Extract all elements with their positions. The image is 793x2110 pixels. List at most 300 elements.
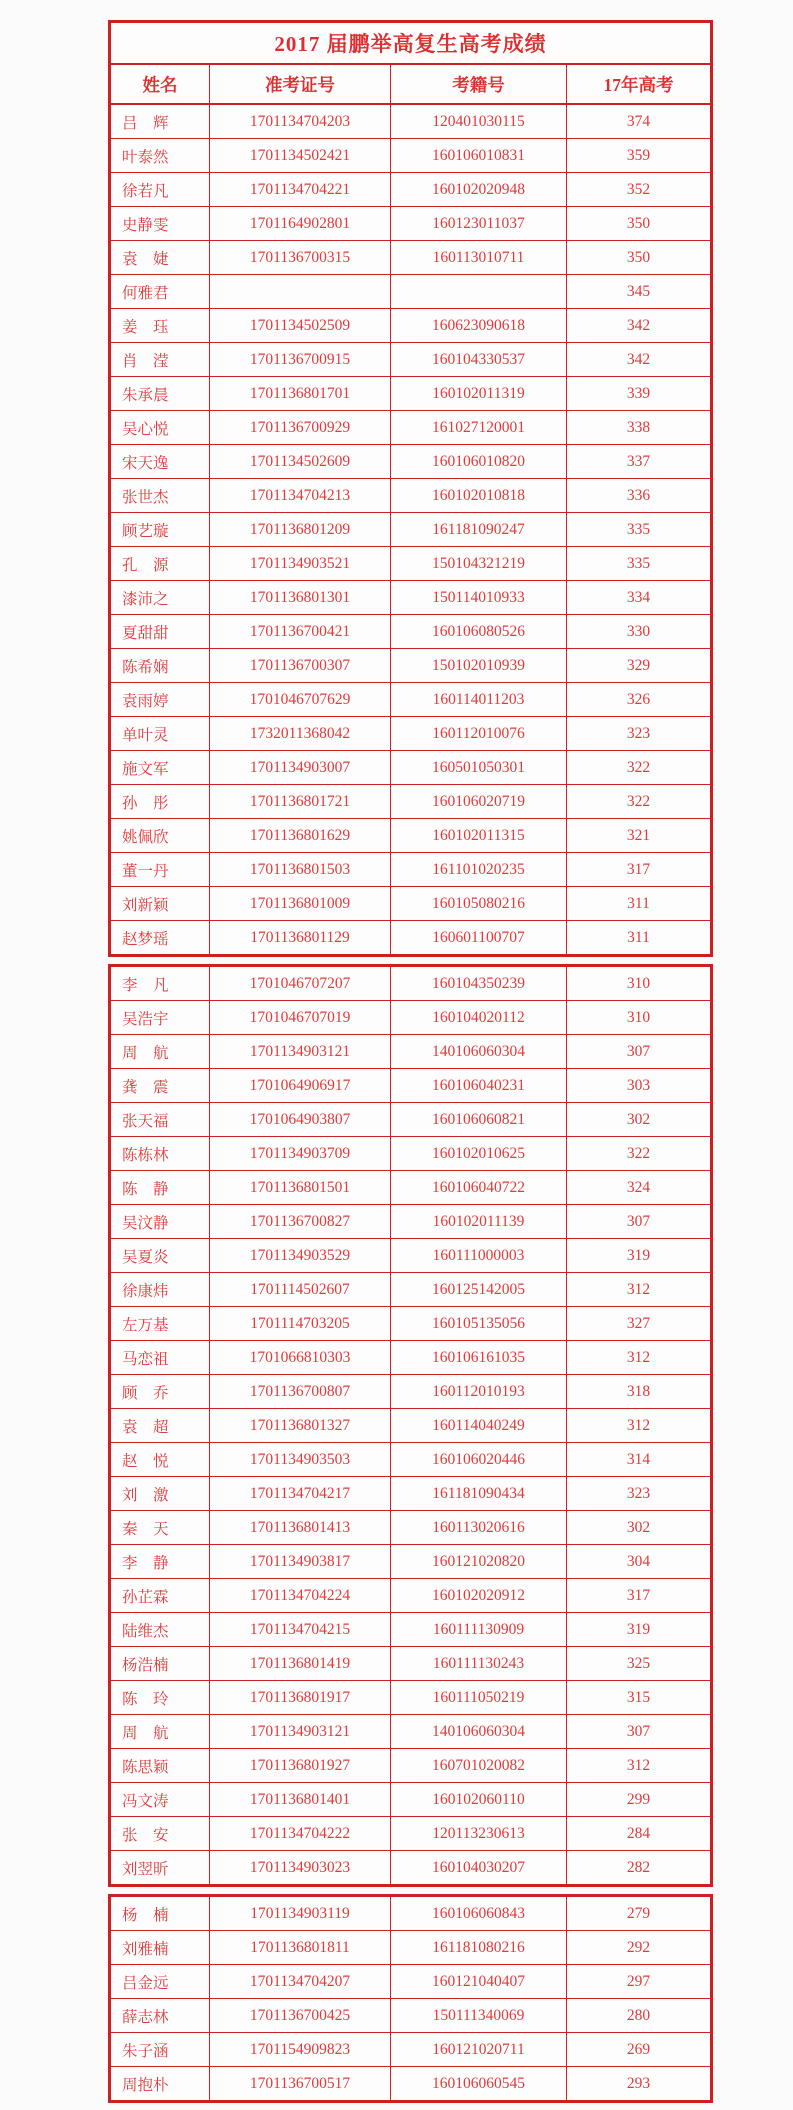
score-table-section-3	[108, 1894, 713, 2103]
exam-reg-no-cell: 161101020235	[391, 853, 567, 887]
table-row	[110, 1069, 712, 1103]
table-row	[110, 751, 712, 785]
score-cell: 323	[567, 717, 712, 751]
score-cell: 304	[567, 1545, 712, 1579]
admission-no-cell: 1701134903119	[210, 1896, 391, 1931]
score-cell: 318	[567, 1375, 712, 1409]
admission-no-cell: 1701136801301	[210, 581, 391, 615]
exam-reg-no-cell: 160111130243	[391, 1647, 567, 1681]
admission-no-cell: 1701134903817	[210, 1545, 391, 1579]
admission-no-cell: 1701136700827	[210, 1205, 391, 1239]
score-cell: 323	[567, 1477, 712, 1511]
score-cell: 322	[567, 785, 712, 819]
name-cell: 周抱朴	[110, 2067, 210, 2102]
exam-reg-no-cell: 160102010625	[391, 1137, 567, 1171]
table-row	[110, 1681, 712, 1715]
name-cell: 赵梦瑶	[110, 921, 210, 956]
exam-reg-no-cell: 160102011319	[391, 377, 567, 411]
admission-no-cell: 1701134502609	[210, 445, 391, 479]
header-row	[110, 64, 712, 104]
score-cell: 317	[567, 1579, 712, 1613]
exam-reg-no-cell: 160106040231	[391, 1069, 567, 1103]
table-row	[110, 1545, 712, 1579]
name-cell: 肖 滢	[110, 343, 210, 377]
name-cell: 吕 辉	[110, 104, 210, 139]
table-row	[110, 1613, 712, 1647]
admission-no-cell: 1701154909823	[210, 2033, 391, 2067]
name-cell: 姚佩欣	[110, 819, 210, 853]
score-cell: 269	[567, 2033, 712, 2067]
admission-no-cell: 1701136801009	[210, 887, 391, 921]
name-cell: 张世杰	[110, 479, 210, 513]
table-row	[110, 1851, 712, 1886]
name-cell: 陈 静	[110, 1171, 210, 1205]
score-cell: 279	[567, 1896, 712, 1931]
exam-reg-no-cell: 160106060545	[391, 2067, 567, 2102]
name-cell: 周 航	[110, 1715, 210, 1749]
admission-no-cell: 1701136801917	[210, 1681, 391, 1715]
exam-reg-no-cell: 160105080216	[391, 887, 567, 921]
name-cell: 刘翌昕	[110, 1851, 210, 1886]
exam-reg-no-cell: 160112010193	[391, 1375, 567, 1409]
admission-no-cell: 1701136801413	[210, 1511, 391, 1545]
score-cell: 322	[567, 751, 712, 785]
name-cell: 马恋祖	[110, 1341, 210, 1375]
score-cell: 350	[567, 241, 712, 275]
name-cell: 董一丹	[110, 853, 210, 887]
score-cell: 312	[567, 1341, 712, 1375]
table-row	[110, 785, 712, 819]
name-cell: 宋天逸	[110, 445, 210, 479]
score-cell: 326	[567, 683, 712, 717]
exam-reg-no-cell: 161181080216	[391, 1931, 567, 1965]
admission-no-cell: 1732011368042	[210, 717, 391, 751]
table-row	[110, 207, 712, 241]
admission-no-cell: 1701136801721	[210, 785, 391, 819]
admission-no-cell	[210, 275, 391, 309]
name-cell: 吴浩宇	[110, 1001, 210, 1035]
score-cell: 293	[567, 2067, 712, 2102]
name-cell: 张天福	[110, 1103, 210, 1137]
admission-no-cell: 1701136801209	[210, 513, 391, 547]
table-row	[110, 173, 712, 207]
admission-no-cell: 1701064906917	[210, 1069, 391, 1103]
table-row	[110, 445, 712, 479]
table-row	[110, 241, 712, 275]
exam-reg-no-cell: 160106161035	[391, 1341, 567, 1375]
name-cell: 李 凡	[110, 966, 210, 1001]
score-cell: 324	[567, 1171, 712, 1205]
name-cell: 陈栋林	[110, 1137, 210, 1171]
score-cell: 302	[567, 1511, 712, 1545]
exam-reg-no-cell: 160104350239	[391, 966, 567, 1001]
name-cell: 孙 彤	[110, 785, 210, 819]
exam-reg-no-cell: 160104020112	[391, 1001, 567, 1035]
exam-reg-no-cell: 160623090618	[391, 309, 567, 343]
name-cell: 姜 珏	[110, 309, 210, 343]
score-cell: 312	[567, 1273, 712, 1307]
exam-reg-no-cell: 160104030207	[391, 1851, 567, 1886]
name-cell: 单叶灵	[110, 717, 210, 751]
name-cell: 陆维杰	[110, 1613, 210, 1647]
table-row	[110, 1999, 712, 2033]
score-cell: 317	[567, 853, 712, 887]
table-row	[110, 2033, 712, 2067]
admission-no-cell: 1701134903503	[210, 1443, 391, 1477]
name-cell: 孙芷霖	[110, 1579, 210, 1613]
exam-reg-no-cell: 160102060110	[391, 1783, 567, 1817]
table-row	[110, 1647, 712, 1681]
score-cell: 303	[567, 1069, 712, 1103]
score-cell: 307	[567, 1715, 712, 1749]
name-cell: 李 静	[110, 1545, 210, 1579]
score-cell: 312	[567, 1409, 712, 1443]
name-cell: 杨浩楠	[110, 1647, 210, 1681]
table-row	[110, 1375, 712, 1409]
table-row	[110, 1205, 712, 1239]
admission-no-cell: 1701136801927	[210, 1749, 391, 1783]
exam-reg-no-cell: 160111050219	[391, 1681, 567, 1715]
column-header-score-2017: 17年高考	[567, 64, 712, 104]
exam-reg-no-cell: 161027120001	[391, 411, 567, 445]
admission-no-cell: 1701134903709	[210, 1137, 391, 1171]
admission-no-cell: 1701064903807	[210, 1103, 391, 1137]
score-cell: 302	[567, 1103, 712, 1137]
admission-no-cell: 1701136801811	[210, 1931, 391, 1965]
name-cell: 赵 悦	[110, 1443, 210, 1477]
exam-reg-no-cell: 160121020820	[391, 1545, 567, 1579]
admission-no-cell: 1701134903529	[210, 1239, 391, 1273]
score-cell: 319	[567, 1613, 712, 1647]
name-cell: 吴汶静	[110, 1205, 210, 1239]
score-cell: 335	[567, 547, 712, 581]
exam-reg-no-cell: 160106040722	[391, 1171, 567, 1205]
exam-reg-no-cell: 161181090434	[391, 1477, 567, 1511]
admission-no-cell: 1701134502421	[210, 139, 391, 173]
name-cell: 何雅君	[110, 275, 210, 309]
name-cell: 朱承晨	[110, 377, 210, 411]
table-row	[110, 717, 712, 751]
table-row	[110, 104, 712, 139]
exam-reg-no-cell: 160102011139	[391, 1205, 567, 1239]
name-cell: 徐若凡	[110, 173, 210, 207]
exam-reg-no-cell: 160121040407	[391, 1965, 567, 1999]
name-cell: 陈希娴	[110, 649, 210, 683]
page-title: 2017 届鹏举高复生高考成绩	[110, 22, 712, 65]
score-table-section-2	[108, 964, 713, 1887]
table-row	[110, 1931, 712, 1965]
exam-reg-no-cell: 160112010076	[391, 717, 567, 751]
name-cell: 刘 激	[110, 1477, 210, 1511]
exam-reg-no-cell: 160106020446	[391, 1443, 567, 1477]
score-cell: 315	[567, 1681, 712, 1715]
exam-reg-no-cell: 160114011203	[391, 683, 567, 717]
name-cell: 施文军	[110, 751, 210, 785]
table-row	[110, 1896, 712, 1931]
name-cell: 夏甜甜	[110, 615, 210, 649]
admission-no-cell: 1701136700425	[210, 1999, 391, 2033]
exam-reg-no-cell: 150114010933	[391, 581, 567, 615]
table-row	[110, 1409, 712, 1443]
table-row	[110, 1307, 712, 1341]
exam-reg-no-cell: 120401030115	[391, 104, 567, 139]
exam-reg-no-cell: 160106060843	[391, 1896, 567, 1931]
table-row	[110, 1001, 712, 1035]
column-header-exam-reg-no: 考籍号	[391, 64, 567, 104]
name-cell: 杨 楠	[110, 1896, 210, 1931]
table-row	[110, 853, 712, 887]
name-cell: 刘雅楠	[110, 1931, 210, 1965]
score-cell: 284	[567, 1817, 712, 1851]
name-cell: 秦 天	[110, 1511, 210, 1545]
admission-no-cell: 1701134903023	[210, 1851, 391, 1886]
table-row	[110, 966, 712, 1001]
admission-no-cell: 1701134704222	[210, 1817, 391, 1851]
table-row	[110, 819, 712, 853]
name-cell: 刘新颖	[110, 887, 210, 921]
name-cell: 陈思颖	[110, 1749, 210, 1783]
admission-no-cell: 1701134903121	[210, 1035, 391, 1069]
exam-reg-no-cell: 161181090247	[391, 513, 567, 547]
score-cell: 374	[567, 104, 712, 139]
name-cell: 史静雯	[110, 207, 210, 241]
table-row	[110, 1137, 712, 1171]
admission-no-cell: 1701134502509	[210, 309, 391, 343]
exam-reg-no-cell: 160106080526	[391, 615, 567, 649]
name-cell: 陈 玲	[110, 1681, 210, 1715]
table-row	[110, 1579, 712, 1613]
table-row	[110, 1273, 712, 1307]
admission-no-cell: 1701134903121	[210, 1715, 391, 1749]
name-cell: 薛志林	[110, 1999, 210, 2033]
table-row	[110, 377, 712, 411]
admission-no-cell: 1701134704217	[210, 1477, 391, 1511]
score-cell: 335	[567, 513, 712, 547]
table-row	[110, 1965, 712, 1999]
name-cell: 叶泰然	[110, 139, 210, 173]
admission-no-cell: 1701114502607	[210, 1273, 391, 1307]
exam-reg-no-cell: 160125142005	[391, 1273, 567, 1307]
exam-reg-no-cell: 160501050301	[391, 751, 567, 785]
table-row	[110, 1749, 712, 1783]
exam-reg-no-cell: 160106020719	[391, 785, 567, 819]
name-cell: 袁 超	[110, 1409, 210, 1443]
admission-no-cell: 1701134704207	[210, 1965, 391, 1999]
exam-reg-no-cell: 160102020948	[391, 173, 567, 207]
table-row	[110, 411, 712, 445]
table-row	[110, 1171, 712, 1205]
table-row	[110, 581, 712, 615]
table-row	[110, 615, 712, 649]
table-row	[110, 683, 712, 717]
column-header-name: 姓名	[110, 64, 210, 104]
admission-no-cell: 1701136700807	[210, 1375, 391, 1409]
admission-no-cell: 1701136700421	[210, 615, 391, 649]
score-cell: 336	[567, 479, 712, 513]
exam-reg-no-cell: 160106010820	[391, 445, 567, 479]
score-cell: 311	[567, 887, 712, 921]
table-row	[110, 1783, 712, 1817]
admission-no-cell: 1701114703205	[210, 1307, 391, 1341]
admission-no-cell: 1701136801701	[210, 377, 391, 411]
table-row	[110, 2067, 712, 2102]
name-cell: 袁雨婷	[110, 683, 210, 717]
score-cell: 319	[567, 1239, 712, 1273]
table-row	[110, 1103, 712, 1137]
admission-no-cell: 1701046707629	[210, 683, 391, 717]
exam-reg-no-cell: 150111340069	[391, 1999, 567, 2033]
exam-reg-no-cell: 160121020711	[391, 2033, 567, 2067]
score-cell: 307	[567, 1205, 712, 1239]
table-row	[110, 1035, 712, 1069]
score-table-section-1	[108, 20, 713, 957]
admission-no-cell: 1701134704203	[210, 104, 391, 139]
admission-no-cell: 1701136700307	[210, 649, 391, 683]
admission-no-cell: 1701066810303	[210, 1341, 391, 1375]
admission-no-cell: 1701136801629	[210, 819, 391, 853]
exam-reg-no-cell: 160102010818	[391, 479, 567, 513]
column-header-admission-no: 准考证号	[210, 64, 391, 104]
exam-reg-no-cell: 160111130909	[391, 1613, 567, 1647]
admission-no-cell: 1701164902801	[210, 207, 391, 241]
name-cell: 张 安	[110, 1817, 210, 1851]
name-cell: 顾 乔	[110, 1375, 210, 1409]
score-cell: 310	[567, 966, 712, 1001]
admission-no-cell: 1701136801419	[210, 1647, 391, 1681]
score-cell: 280	[567, 1999, 712, 2033]
name-cell: 周 航	[110, 1035, 210, 1069]
name-cell: 顾艺璇	[110, 513, 210, 547]
score-cell: 292	[567, 1931, 712, 1965]
score-cell: 314	[567, 1443, 712, 1477]
table-row	[110, 1477, 712, 1511]
table-row	[110, 139, 712, 173]
exam-reg-no-cell: 160601100707	[391, 921, 567, 956]
score-cell: 311	[567, 921, 712, 956]
score-cell: 342	[567, 343, 712, 377]
score-cell: 359	[567, 139, 712, 173]
score-cell: 321	[567, 819, 712, 853]
exam-reg-no-cell: 140106060304	[391, 1715, 567, 1749]
score-cell: 310	[567, 1001, 712, 1035]
exam-reg-no-cell: 160102011315	[391, 819, 567, 853]
name-cell: 徐康炜	[110, 1273, 210, 1307]
admission-no-cell: 1701136700517	[210, 2067, 391, 2102]
score-cell: 350	[567, 207, 712, 241]
score-cell: 299	[567, 1783, 712, 1817]
score-cell: 334	[567, 581, 712, 615]
score-cell: 337	[567, 445, 712, 479]
exam-reg-no-cell	[391, 275, 567, 309]
table-row	[110, 275, 712, 309]
score-cell: 307	[567, 1035, 712, 1069]
exam-reg-no-cell: 160114040249	[391, 1409, 567, 1443]
table-row	[110, 343, 712, 377]
table-row	[110, 513, 712, 547]
score-cell: 345	[567, 275, 712, 309]
table-row	[110, 649, 712, 683]
name-cell: 漆沛之	[110, 581, 210, 615]
exam-reg-no-cell: 160123011037	[391, 207, 567, 241]
score-cell: 322	[567, 1137, 712, 1171]
exam-reg-no-cell: 140106060304	[391, 1035, 567, 1069]
table-row	[110, 921, 712, 956]
admission-no-cell: 1701134903007	[210, 751, 391, 785]
admission-no-cell: 1701136801401	[210, 1783, 391, 1817]
admission-no-cell: 1701134704221	[210, 173, 391, 207]
exam-reg-no-cell: 160106010831	[391, 139, 567, 173]
table-row	[110, 1443, 712, 1477]
score-cell: 342	[567, 309, 712, 343]
exam-reg-no-cell: 160701020082	[391, 1749, 567, 1783]
score-cell: 338	[567, 411, 712, 445]
admission-no-cell: 1701136801503	[210, 853, 391, 887]
title-row	[110, 22, 712, 65]
name-cell: 吴夏炎	[110, 1239, 210, 1273]
admission-no-cell: 1701046707019	[210, 1001, 391, 1035]
table-row	[110, 1341, 712, 1375]
score-cell: 325	[567, 1647, 712, 1681]
exam-reg-no-cell: 160105135056	[391, 1307, 567, 1341]
admission-no-cell: 1701134704215	[210, 1613, 391, 1647]
table-row	[110, 1511, 712, 1545]
admission-no-cell: 1701046707207	[210, 966, 391, 1001]
exam-reg-no-cell: 150102010939	[391, 649, 567, 683]
exam-reg-no-cell: 160102020912	[391, 1579, 567, 1613]
exam-reg-no-cell: 160111000003	[391, 1239, 567, 1273]
score-cell: 339	[567, 377, 712, 411]
table-row	[110, 309, 712, 343]
score-cell: 352	[567, 173, 712, 207]
table-row	[110, 479, 712, 513]
score-cell: 312	[567, 1749, 712, 1783]
admission-no-cell: 1701134704224	[210, 1579, 391, 1613]
exam-reg-no-cell: 160106060821	[391, 1103, 567, 1137]
exam-reg-no-cell: 160104330537	[391, 343, 567, 377]
exam-reg-no-cell: 160113020616	[391, 1511, 567, 1545]
table-row	[110, 547, 712, 581]
score-cell: 330	[567, 615, 712, 649]
table-row	[110, 1239, 712, 1273]
name-cell: 吴心悦	[110, 411, 210, 445]
table-row	[110, 887, 712, 921]
admission-no-cell: 1701136801327	[210, 1409, 391, 1443]
exam-reg-no-cell: 120113230613	[391, 1817, 567, 1851]
exam-reg-no-cell: 160113010711	[391, 241, 567, 275]
name-cell: 朱子涵	[110, 2033, 210, 2067]
score-cell: 297	[567, 1965, 712, 1999]
admission-no-cell: 1701136700315	[210, 241, 391, 275]
admission-no-cell: 1701136700929	[210, 411, 391, 445]
admission-no-cell: 1701136801501	[210, 1171, 391, 1205]
name-cell: 袁 婕	[110, 241, 210, 275]
admission-no-cell: 1701134903521	[210, 547, 391, 581]
score-document	[108, 20, 710, 2110]
name-cell: 吕金远	[110, 1965, 210, 1999]
admission-no-cell: 1701136801129	[210, 921, 391, 956]
name-cell: 孔 源	[110, 547, 210, 581]
score-cell: 329	[567, 649, 712, 683]
score-cell: 282	[567, 1851, 712, 1886]
table-row	[110, 1715, 712, 1749]
name-cell: 龚 震	[110, 1069, 210, 1103]
admission-no-cell: 1701136700915	[210, 343, 391, 377]
name-cell: 左万基	[110, 1307, 210, 1341]
exam-reg-no-cell: 150104321219	[391, 547, 567, 581]
table-row	[110, 1817, 712, 1851]
score-cell: 327	[567, 1307, 712, 1341]
admission-no-cell: 1701134704213	[210, 479, 391, 513]
